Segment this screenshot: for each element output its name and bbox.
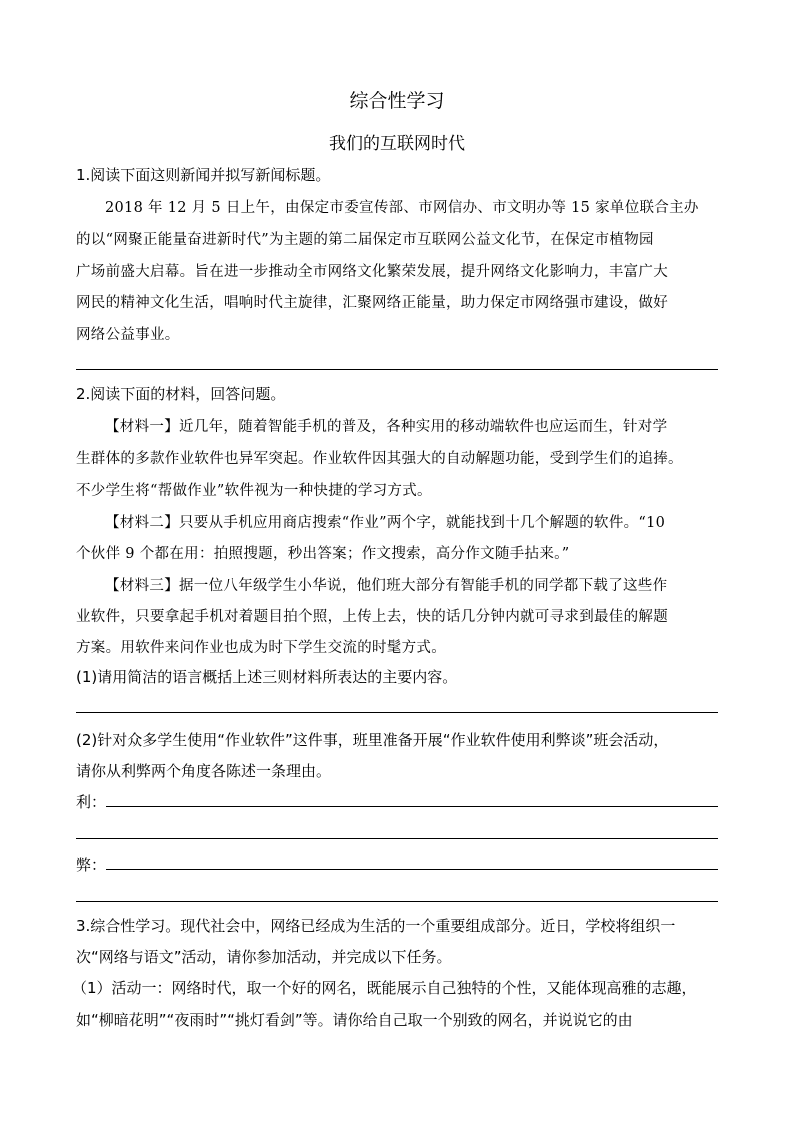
material-1-line: 不少学生将“帮做作业”软件视为一种快捷的学习方式。	[76, 483, 432, 499]
material-3-line: 【材料三】据一位八年级学生小华说，他们班大部分有智能手机的同学都下载了这些作	[105, 578, 668, 594]
question-3-prompt-line: 3.综合性学习。现代社会中，网络已经成为生活的一个重要组成部分。近日，学校将组织一	[76, 917, 676, 935]
material-1-line: 生群体的多款作业软件也异军突起。作业软件因其强大的自动解题功能，受到学生们的追捧。	[76, 451, 683, 467]
question-2-prompt: 2.阅读下面的材料，回答问题。	[76, 385, 286, 403]
material-3-line: 方案。用软件来问作业也成为时下学生交流的时髦方式。	[76, 640, 446, 656]
news-paragraph-line: 网民的精神文化生活，唱响时代主旋律，汇聚网络正能量，助力保定市网络强市建设，做好	[76, 295, 668, 311]
material-2-line: 个伙伴 9 个都在用：拍照搜题，秒出答案；作文搜索，高分作文随手拈来。”	[76, 546, 570, 562]
news-paragraph-line: 广场前盛大启幕。旨在进一步推动全市网络文化繁荣发展，提升网络文化影响力，丰富广大	[76, 264, 668, 280]
question-2-sub-2-line: 请你从利弊两个角度各陈述一条理由。	[76, 762, 332, 780]
question-2-sub-1: (1)请用简洁的语言概括上述三则材料所表达的主要内容。	[76, 668, 458, 686]
material-3-line: 业软件，只要拿起手机对着题目拍个照，上传上去，快的话几分钟内就可寻求到最佳的解题	[76, 609, 668, 625]
question-3-prompt-line: 次“网络与语文”活动，请你参加活动，并完成以下任务。	[76, 948, 452, 966]
answer-line-con[interactable]	[106, 869, 718, 870]
con-label: 弊：	[76, 856, 107, 874]
news-paragraph-line: 的以“网聚正能量奋进新时代”为主题的第二届保定市互联网公益文化节，在保定市植物园	[76, 232, 654, 248]
document-title: 综合性学习	[349, 90, 445, 112]
answer-line-summary[interactable]	[76, 712, 718, 713]
pro-label: 利：	[76, 793, 107, 811]
answer-line-pro-2[interactable]	[76, 838, 718, 839]
news-paragraph-line: 2018 年 12 月 5 日上午，由保定市委宣传部、市网信办、市文明办等 15 家单位联合主办	[105, 200, 699, 216]
answer-line-headline[interactable]	[76, 369, 718, 370]
activity-1-line: （1）活动一：网络时代，取一个好的网名，既能展示自己独特的个性，又能体现高雅的志趣，	[72, 979, 697, 997]
material-2-line: 【材料二】只要从手机应用商店搜索“作业”两个字，就能找到十几个解题的软件。“10	[105, 515, 666, 531]
answer-line-pro[interactable]	[106, 806, 718, 807]
question-1-prompt: 1.阅读下面这则新闻并拟写新闻标题。	[76, 166, 331, 184]
document-subtitle: 我们的互联网时代	[329, 134, 465, 154]
activity-1-line: 如“柳暗花明”“夜雨时”“挑灯看剑”等。请你给自己取一个别致的网名，并说说它的由	[76, 1011, 633, 1029]
answer-line-con-2[interactable]	[76, 901, 718, 902]
question-2-sub-2-line: (2)针对众多学生使用“作业软件”这件事，班里准备开展“作业软件使用利弊谈”班会活动，	[76, 731, 669, 749]
news-paragraph-line: 网络公益事业。	[76, 327, 180, 343]
material-1-line: 【材料一】近几年，随着智能手机的普及，各种实用的移动端软件也应运而生，针对学	[105, 419, 668, 435]
